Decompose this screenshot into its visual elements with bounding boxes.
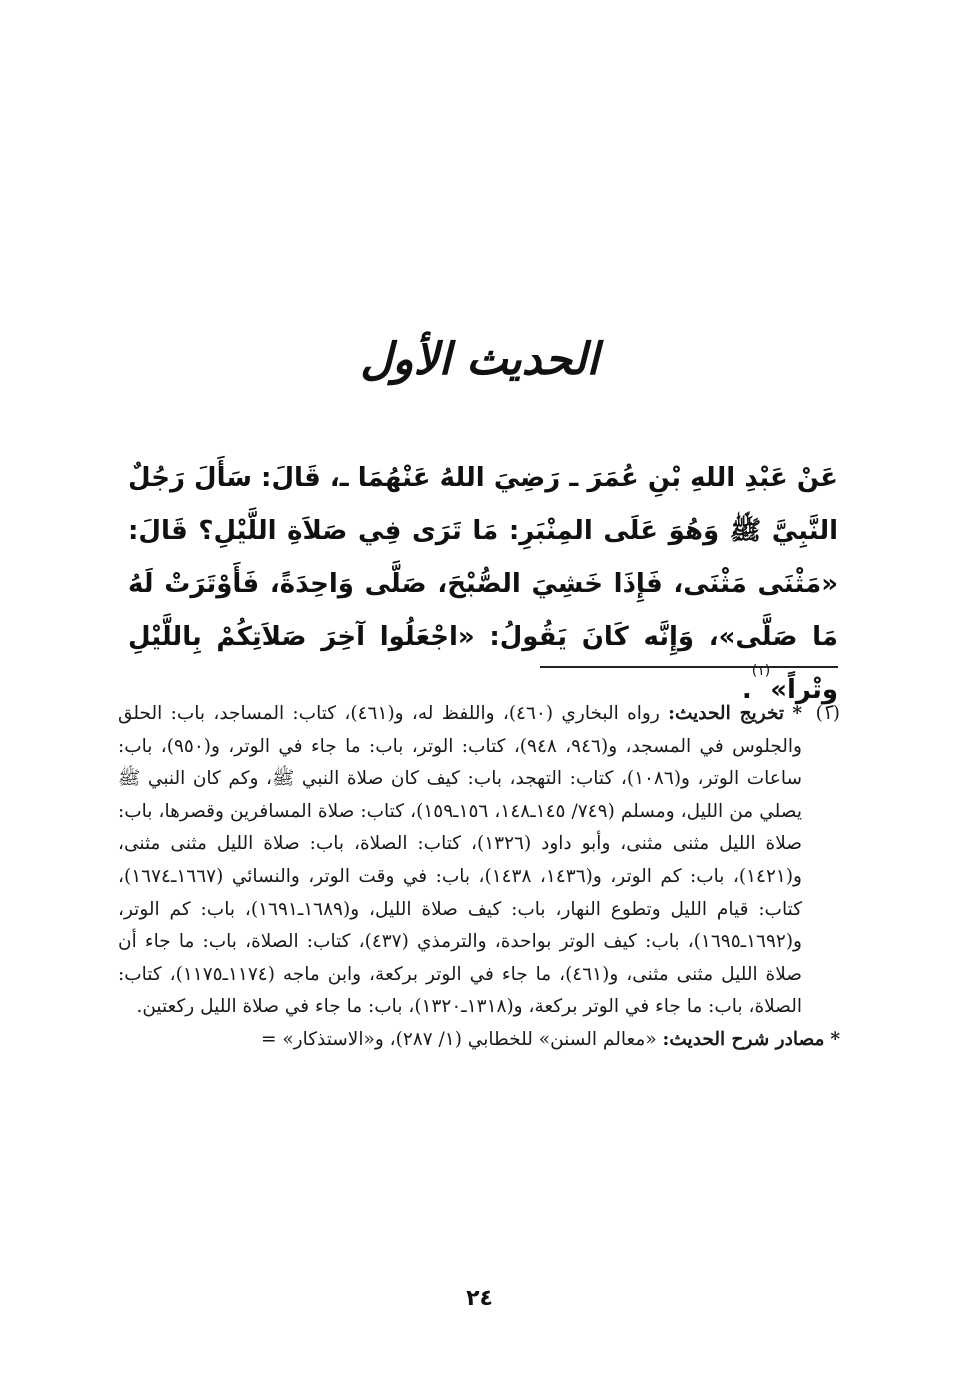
sources-text: «معالم السنن» للخطابي (١/ ٢٨٧)، و«الاستذكار» = xyxy=(260,1028,657,1050)
footnote-body xyxy=(118,698,802,1024)
hadith-text-block xyxy=(128,452,838,717)
footnotes-block xyxy=(118,698,840,1057)
footnote-separator xyxy=(540,666,838,668)
chapter-title: الحديث الأول xyxy=(360,334,599,385)
footnote-number: (١) xyxy=(815,703,840,724)
sources-body xyxy=(118,1024,840,1057)
footnote-text: رواه البخاري (٤٦٠)، واللفظ له، و(٤٦١)، كتاب: المساجد، باب: الحلق والجلوس في المسجد، و(٩٤٦، ٩٤٨)، كتاب: الوتر، باب: ما جاء في الوتر، و(٩٥٠)، باب: ساعات الوتر، و(١٠٨٦)، كتاب: التهجد، باب: كيف كان صلاة النبي ﷺ، وكم كان النبي ﷺ يصلي من الليل، ومسلم (٧٤٩/ ١٤٥ـ١٤٨، ١٥٦ـ١٥٩)، كتاب: صلاة المسافرين وقصرها، باب: صلاة الليل مثنى مثنى، وأبو داود (١٣٢٦)، كتاب: الصلاة، باب: صلاة الليل مثنى مثنى، و(١٤٢١)، باب: كم الوتر، و(١٤٣٦، ١٤٣٨)، باب: في وقت الوتر، والنسائي (١٦٦٧ـ١٦٧٤)، كتاب: قيام الليل وتطوع النهار، باب: كيف صلاة الليل، و(١٦٨٩ـ١٦٩١)، باب: كم الوتر، و(١٦٩٢ـ١٦٩٥)، باب: كيف الوتر بواحدة، والترمذي (٤٣٧)، كتاب: الصلاة، باب: ما جاء أن صلاة الليل مثنى مثنى، و(٤٦١)، ما جاء في الوتر بركعة، وابن ماجه (١١٧٤ـ١١٧٥)، كتاب: الصلاة، باب: ما جاء في الوتر بركعة، و(١٣١٨ـ١٣٢٠)، باب: ما جاء في صلاة الليل ركعتين. xyxy=(118,703,802,1018)
footnote-reference[interactable]: (١) xyxy=(751,663,771,679)
sources-star: * xyxy=(830,1028,840,1050)
sources-label: مصادر شرح الحديث: xyxy=(662,1028,825,1050)
hadith-text: عَنْ عَبْدِ اللهِ بْنِ عُمَرَ ـ رَضِيَ اللهُ عَنْهُمَا ـ، قَالَ: سَأَلَ رَجُلٌ النَّبِيَّ ﷺ وَهُوَ عَلَى المِنْبَرِ: مَا تَرَى فِي صَلاَةِ اللَّيْلِ؟ قَالَ: «مَثْنَى مَثْنَى، فَإِذَا خَشِيَ الصُّبْحَ، صَلَّى وَاحِدَةً، فَأَوْتَرَتْ لَهُ مَا صَلَّى»، وَإِنَّه كَانَ يَقُولُ: «اجْعَلُوا آخِرَ صَلاَتِكُمْ بِاللَّيْلِ وِتْراً» xyxy=(128,463,838,705)
sources-row xyxy=(118,1024,840,1057)
page-number: ٢٤ xyxy=(466,1286,493,1311)
hadith-end: . xyxy=(741,675,752,705)
footnote-1 xyxy=(118,698,840,1024)
footnote-label: تخريج الحديث: xyxy=(668,703,784,724)
footnote-star: * xyxy=(792,703,803,724)
